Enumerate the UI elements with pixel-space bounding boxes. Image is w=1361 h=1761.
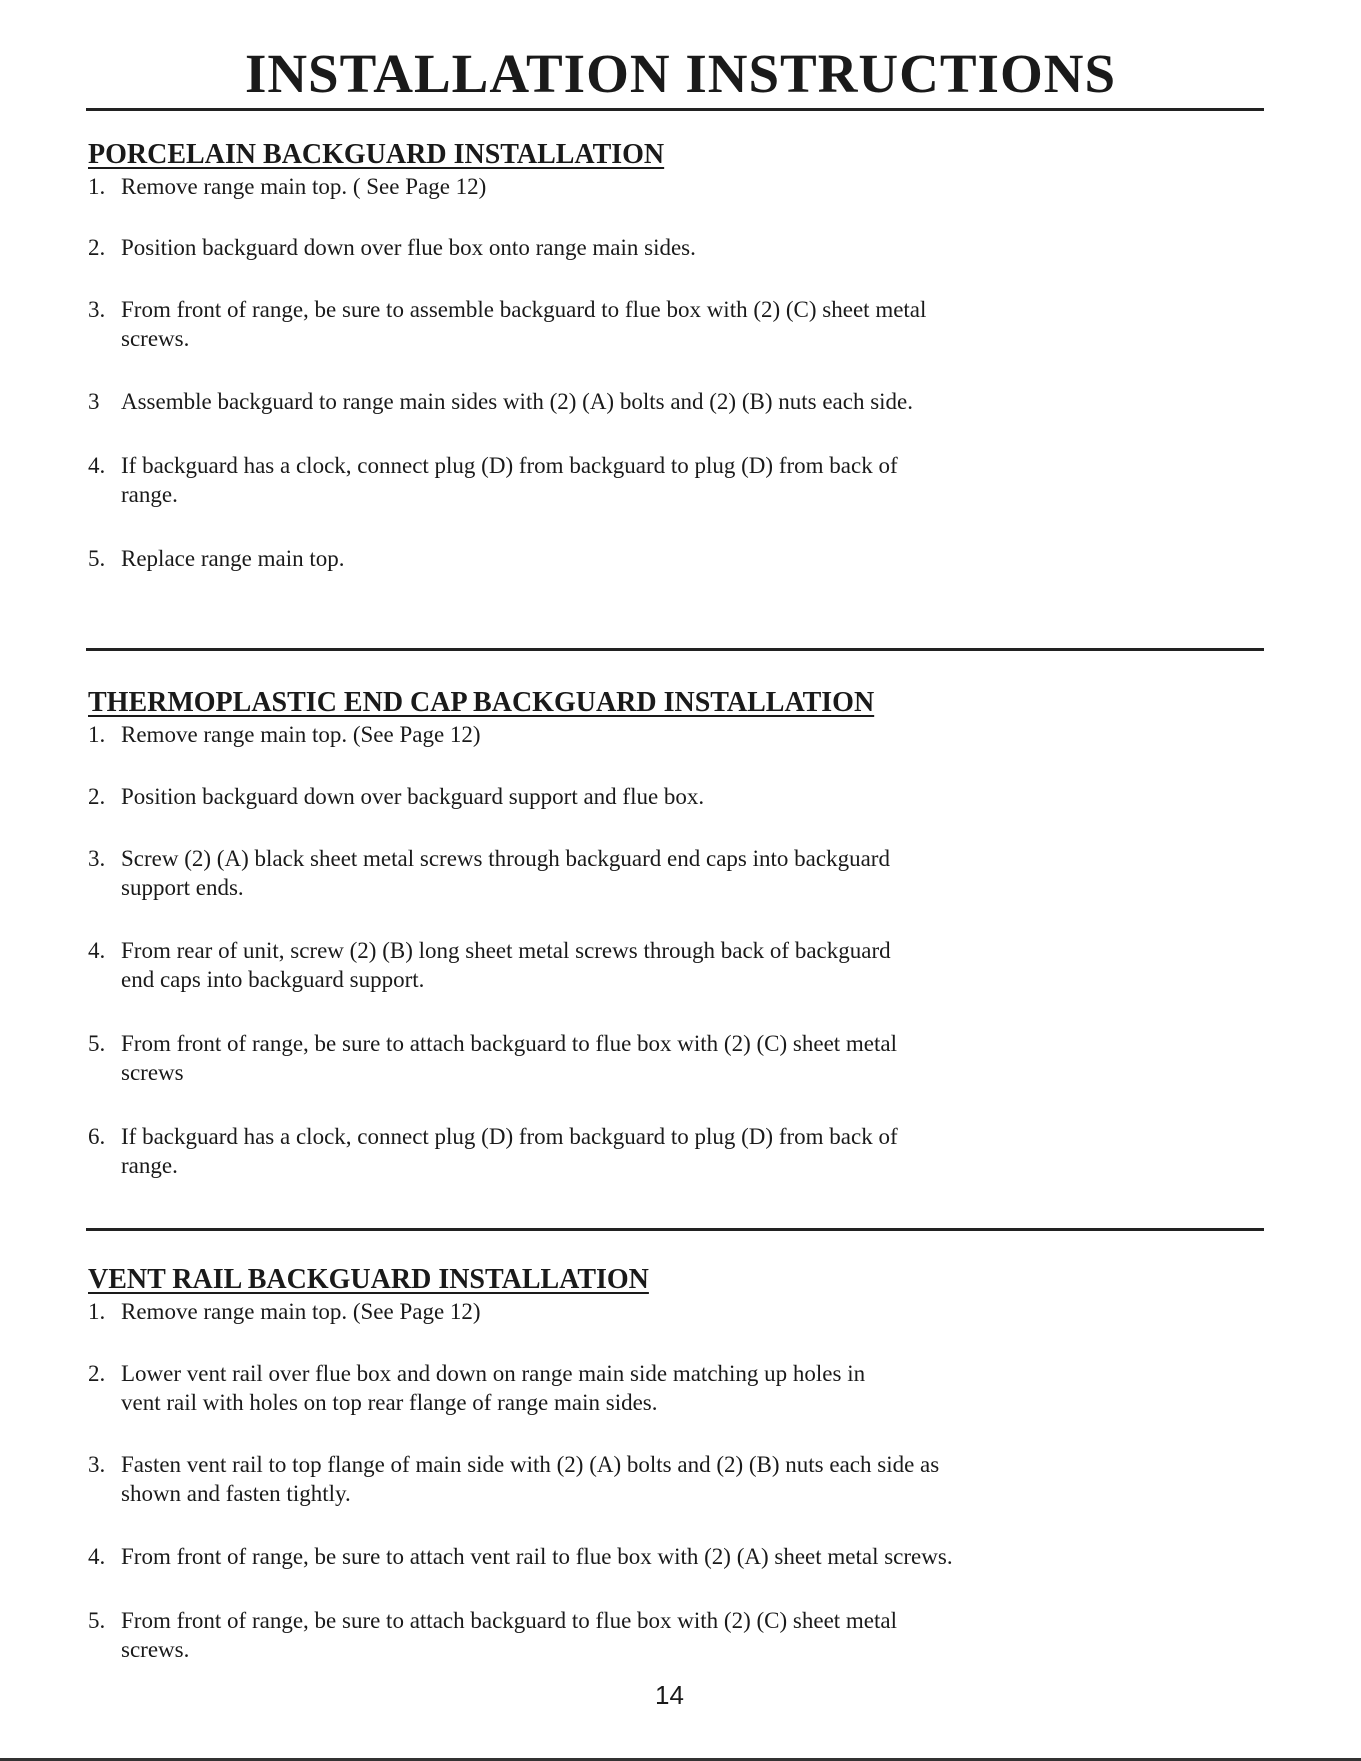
step-text: Position backguard down over backguard support and flue box. (121, 784, 705, 809)
step-number: 1. (88, 1299, 106, 1324)
step (88, 1029, 921, 1087)
step-number: 3. (88, 297, 106, 322)
step-number: 3 (88, 389, 100, 414)
step (88, 1359, 901, 1417)
section-title: VENT RAIL BACKGUARD INSTALLATION (88, 1264, 649, 1295)
step (88, 936, 926, 994)
step (88, 844, 931, 902)
step-number: 2. (88, 1361, 106, 1386)
step-text: From rear of unit, screw (2) (B) long sheet metal screws through back of backguard end caps into backguard support. (121, 938, 891, 992)
step-number: 3. (88, 1452, 106, 1477)
step-list (88, 1297, 1188, 1664)
step-list (88, 720, 1188, 1180)
step (88, 782, 1188, 811)
step-text: If backguard has a clock, connect plug (D) from backguard to plug (D) from back of range. (121, 1124, 898, 1178)
step (88, 233, 821, 262)
step (88, 451, 911, 509)
step-text: Remove range main top. (See Page 12) (121, 1299, 481, 1324)
section-divider (86, 1228, 1264, 1231)
page-title: INSTALLATION INSTRUCTIONS (244, 43, 1117, 104)
step (88, 1297, 1188, 1326)
step-text: From front of range, be sure to attach backguard to flue box with (2) (C) sheet metal screws (121, 1031, 898, 1085)
step (88, 1122, 911, 1180)
step-text: Position backguard down over flue box onto range main sides. (121, 235, 696, 260)
step-text: From front of range, be sure to attach backguard to flue box with (2) (C) sheet metal screws. (121, 1608, 898, 1662)
step (88, 295, 951, 353)
page-number: 14 (655, 1680, 684, 1710)
step (88, 720, 1188, 749)
step-number: 5. (88, 1608, 106, 1633)
thermoplastic-section (88, 686, 1188, 1180)
step-list (88, 172, 1188, 573)
step-text: Replace range main top. (121, 546, 345, 571)
step-number: 5. (88, 546, 106, 571)
step (88, 1450, 961, 1508)
section-divider (86, 648, 1264, 651)
step-number: 1. (88, 722, 106, 747)
section-title: THERMOPLASTIC END CAP BACKGUARD INSTALLATION (88, 687, 875, 718)
step-number: 5. (88, 1031, 106, 1056)
step-number: 6. (88, 1124, 106, 1149)
step-number: 4. (88, 453, 106, 478)
step (88, 387, 951, 416)
step-text: Fasten vent rail to top flange of main side with (2) (A) bolts and (2) (B) nuts each side as shown and fasten tightly. (121, 1452, 940, 1506)
step-text: From front of range, be sure to attach vent rail to flue box with (2) (A) sheet metal screws. (121, 1544, 953, 1569)
step-text: Screw (2) (A) black sheet metal screws through backguard end caps into backguard support ends. (121, 846, 890, 900)
step-number: 4. (88, 938, 106, 963)
step-number: 2. (88, 784, 106, 809)
vent-rail-section (88, 1263, 1188, 1664)
step (88, 1606, 921, 1664)
step-text: Lower vent rail over flue box and down on range main side matching up holes in vent rail with holes on top rear flange of range main sides. (121, 1361, 866, 1415)
step-number: 4. (88, 1544, 106, 1569)
porcelain-section (88, 138, 1188, 573)
step-text: From front of range, be sure to assemble backguard to flue box with (2) (C) sheet metal screws. (121, 297, 927, 351)
step-number: 2. (88, 235, 106, 260)
step-number: 1. (88, 174, 106, 199)
section-title: PORCELAIN BACKGUARD INSTALLATION (88, 139, 665, 170)
step (88, 544, 1188, 573)
step-text: Assemble backguard to range main sides with (2) (A) bolts and (2) (B) nuts each side. (121, 389, 914, 414)
step-number: 3. (88, 846, 106, 871)
step-text: Remove range main top. ( See Page 12) (121, 174, 487, 199)
step-text: If backguard has a clock, connect plug (D) from backguard to plug (D) from back of range. (121, 453, 898, 507)
step (88, 172, 1188, 201)
step (88, 1542, 961, 1571)
step-text: Remove range main top. (See Page 12) (121, 722, 481, 747)
title-divider (86, 108, 1264, 111)
